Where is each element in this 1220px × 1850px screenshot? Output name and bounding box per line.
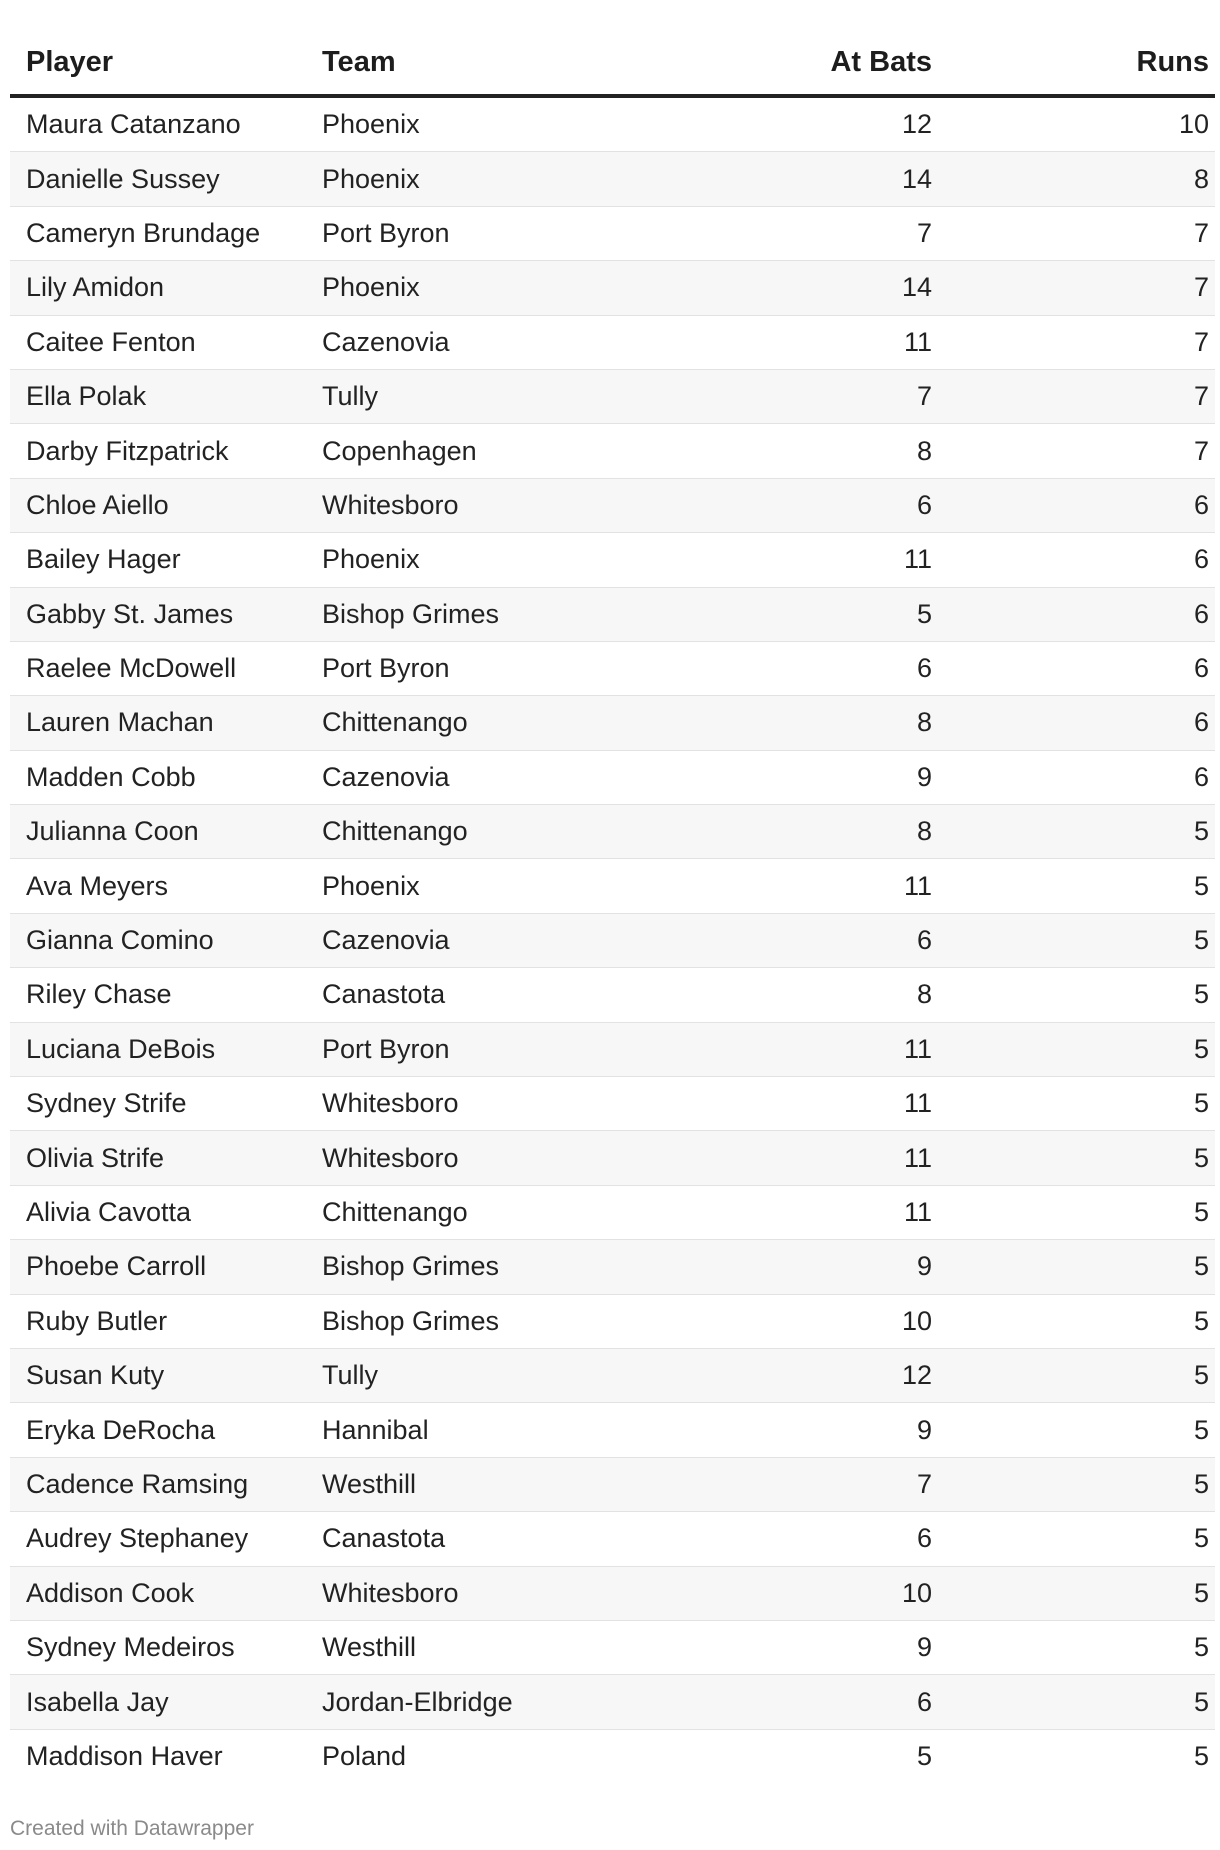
team-cell: Cazenovia <box>322 761 450 792</box>
table-row <box>10 316 1215 370</box>
table-row <box>10 533 1215 587</box>
team-cell: Tully <box>322 381 379 412</box>
table-row <box>10 207 1215 261</box>
runs-cell: 5 <box>1193 1033 1209 1064</box>
at-bats-cell: 5 <box>916 1741 932 1772</box>
player-cell: Ella Polak <box>26 381 147 412</box>
at-bats-cell: 7 <box>916 381 932 412</box>
at-bats-cell: 6 <box>916 653 932 684</box>
player-cell: Cadence Ramsing <box>26 1468 249 1499</box>
data-table <box>10 30 1215 1784</box>
at-bats-cell: 8 <box>916 816 932 847</box>
at-bats-cell: 7 <box>916 217 932 248</box>
at-bats-cell: 11 <box>903 1142 932 1173</box>
at-bats-cell: 6 <box>916 1523 932 1554</box>
at-bats-cell: 5 <box>916 598 932 629</box>
team-cell: Bishop Grimes <box>322 1305 500 1336</box>
runs-cell: 7 <box>1193 217 1209 248</box>
player-cell: Eryka DeRocha <box>26 1414 216 1445</box>
player-cell: Maura Catanzano <box>26 109 241 140</box>
at-bats-cell: 12 <box>901 109 932 140</box>
table-row <box>10 1621 1215 1675</box>
runs-cell: 6 <box>1193 653 1209 684</box>
team-cell: Copenhagen <box>322 435 477 466</box>
at-bats-cell: 11 <box>903 544 932 575</box>
table-row <box>10 968 1215 1022</box>
table-row <box>10 261 1215 315</box>
runs-cell: 5 <box>1193 1088 1209 1119</box>
table-row <box>10 1403 1215 1457</box>
runs-cell: 5 <box>1193 925 1209 956</box>
table-row <box>10 98 1215 152</box>
player-cell: Olivia Strife <box>26 1142 165 1173</box>
player-cell: Danielle Sussey <box>26 163 220 194</box>
team-cell: Bishop Grimes <box>322 1251 500 1282</box>
runs-cell: 5 <box>1193 979 1209 1010</box>
player-cell: Audrey Stephaney <box>26 1523 249 1554</box>
at-bats-cell: 14 <box>901 272 932 303</box>
team-cell: Chittenango <box>322 1197 468 1227</box>
table-row <box>10 805 1215 859</box>
player-cell: Caitee Fenton <box>26 326 196 357</box>
team-cell: Bishop Grimes <box>322 598 500 629</box>
team-cell: Westhill <box>322 1632 417 1663</box>
at-bats-cell: 6 <box>916 925 932 956</box>
column-header-player: Player <box>26 45 114 78</box>
runs-cell: 5 <box>1193 1632 1209 1663</box>
table-row <box>10 859 1215 913</box>
runs-cell: 7 <box>1193 435 1209 466</box>
team-cell: Whitesboro <box>322 1088 459 1119</box>
player-cell: Maddison Haver <box>26 1741 223 1772</box>
team-cell: Whitesboro <box>322 1142 459 1173</box>
runs-cell: 7 <box>1193 272 1209 303</box>
table-row <box>10 152 1215 206</box>
table-row <box>10 370 1215 424</box>
runs-cell: 7 <box>1193 381 1209 412</box>
at-bats-cell: 9 <box>916 761 932 792</box>
at-bats-cell: 8 <box>916 707 932 738</box>
runs-cell: 5 <box>1193 1741 1209 1772</box>
at-bats-cell: 9 <box>916 1251 932 1282</box>
table-row <box>10 424 1215 478</box>
player-cell: Madden Cobb <box>26 761 196 792</box>
runs-cell: 5 <box>1193 1197 1209 1227</box>
table-row <box>10 914 1215 968</box>
runs-cell: 5 <box>1193 1305 1209 1336</box>
runs-cell: 5 <box>1193 1251 1209 1282</box>
at-bats-cell: 9 <box>916 1632 932 1663</box>
runs-cell: 5 <box>1193 870 1209 901</box>
team-cell: Chittenango <box>322 707 468 738</box>
at-bats-cell: 8 <box>916 979 932 1010</box>
team-cell: Westhill <box>322 1468 417 1499</box>
table-row <box>10 1675 1215 1729</box>
footer-credit: Created with Datawrapper <box>10 1817 254 1840</box>
table-row <box>10 1023 1215 1077</box>
player-cell: Cameryn Brundage <box>26 217 261 248</box>
at-bats-cell: 11 <box>903 326 932 357</box>
table-row <box>10 751 1215 805</box>
player-cell: Lily Amidon <box>26 272 165 303</box>
table-row <box>10 1458 1215 1512</box>
at-bats-cell: 7 <box>916 1468 932 1499</box>
player-cell: Phoebe Carroll <box>26 1251 207 1282</box>
runs-cell: 7 <box>1193 326 1209 357</box>
team-cell: Chittenango <box>322 816 468 847</box>
team-cell: Phoenix <box>322 163 420 194</box>
runs-cell: 6 <box>1193 707 1209 738</box>
team-cell: Poland <box>322 1741 407 1772</box>
team-cell: Phoenix <box>322 272 420 303</box>
team-cell: Tully <box>322 1360 379 1391</box>
at-bats-cell: 11 <box>903 1088 932 1119</box>
at-bats-cell: 6 <box>916 1686 932 1717</box>
at-bats-cell: 9 <box>916 1414 932 1445</box>
table-row <box>10 479 1215 533</box>
column-header-team: Team <box>322 45 396 78</box>
runs-cell: 5 <box>1193 1360 1209 1391</box>
runs-cell: 5 <box>1193 1577 1209 1608</box>
runs-cell: 5 <box>1193 1686 1209 1717</box>
player-cell: Bailey Hager <box>26 544 181 575</box>
runs-cell: 8 <box>1193 163 1209 194</box>
at-bats-cell: 11 <box>903 1033 932 1064</box>
column-header-runs: Runs <box>1136 45 1209 78</box>
player-cell: Addison Cook <box>26 1577 195 1608</box>
at-bats-cell: 12 <box>901 1360 932 1391</box>
at-bats-cell: 8 <box>916 435 932 466</box>
team-cell: Whitesboro <box>322 1577 459 1608</box>
table-row <box>10 1730 1215 1784</box>
player-cell: Isabella Jay <box>26 1686 169 1717</box>
player-cell: Raelee McDowell <box>26 653 237 684</box>
table-body <box>10 98 1215 1784</box>
player-cell: Gianna Comino <box>26 925 214 956</box>
table-row <box>10 642 1215 696</box>
player-cell: Susan Kuty <box>26 1360 165 1391</box>
table-header <box>10 30 1215 98</box>
player-cell: Julianna Coon <box>26 816 199 847</box>
table-row <box>10 1240 1215 1294</box>
table-row <box>10 1567 1215 1621</box>
team-cell: Whitesboro <box>322 489 459 520</box>
runs-cell: 6 <box>1193 598 1209 629</box>
player-cell: Sydney Medeiros <box>26 1632 235 1663</box>
team-cell: Phoenix <box>322 870 420 901</box>
team-cell: Cazenovia <box>322 925 450 956</box>
team-cell: Jordan-Elbridge <box>322 1686 513 1717</box>
player-cell: Darby Fitzpatrick <box>26 435 229 466</box>
player-cell: Gabby St. James <box>26 598 234 629</box>
player-cell: Riley Chase <box>26 979 172 1010</box>
runs-cell: 5 <box>1193 1414 1209 1445</box>
at-bats-cell: 14 <box>901 163 932 194</box>
runs-cell: 5 <box>1193 1142 1209 1173</box>
at-bats-cell: 10 <box>901 1305 932 1336</box>
player-cell: Ruby Butler <box>26 1305 168 1336</box>
player-cell: Sydney Strife <box>26 1088 187 1119</box>
column-header-at-bats: At Bats <box>830 45 932 78</box>
player-cell: Lauren Machan <box>26 707 214 738</box>
team-cell: Port Byron <box>322 653 450 684</box>
runs-cell: 6 <box>1193 489 1209 520</box>
player-cell: Ava Meyers <box>26 870 169 901</box>
runs-cell: 6 <box>1193 544 1209 575</box>
runs-cell: 5 <box>1193 816 1209 847</box>
player-cell: Luciana DeBois <box>26 1033 216 1064</box>
team-cell: Cazenovia <box>322 326 450 357</box>
at-bats-cell: 10 <box>901 1577 932 1608</box>
runs-cell: 6 <box>1193 761 1209 792</box>
runs-cell: 5 <box>1193 1468 1209 1499</box>
table-row <box>10 588 1215 642</box>
table-row <box>10 1077 1215 1131</box>
team-cell: Hannibal <box>322 1414 429 1445</box>
runs-cell: 10 <box>1178 109 1209 140</box>
at-bats-cell: 11 <box>903 870 932 901</box>
table-row <box>10 1512 1215 1566</box>
team-cell: Canastota <box>322 1523 446 1554</box>
team-cell: Canastota <box>322 979 446 1010</box>
team-cell: Port Byron <box>322 217 450 248</box>
table-row <box>10 1131 1215 1185</box>
team-cell: Phoenix <box>322 109 420 140</box>
player-cell: Chloe Aiello <box>26 489 169 520</box>
team-cell: Phoenix <box>322 544 420 575</box>
runs-cell: 5 <box>1193 1523 1209 1554</box>
player-cell: Alivia Cavotta <box>26 1197 192 1227</box>
table-row <box>10 696 1215 750</box>
at-bats-cell: 6 <box>916 489 932 520</box>
team-cell: Port Byron <box>322 1033 450 1064</box>
table-row <box>10 1349 1215 1403</box>
table-row <box>10 1186 1215 1240</box>
table-row <box>10 1295 1215 1349</box>
at-bats-cell: 11 <box>903 1197 932 1227</box>
